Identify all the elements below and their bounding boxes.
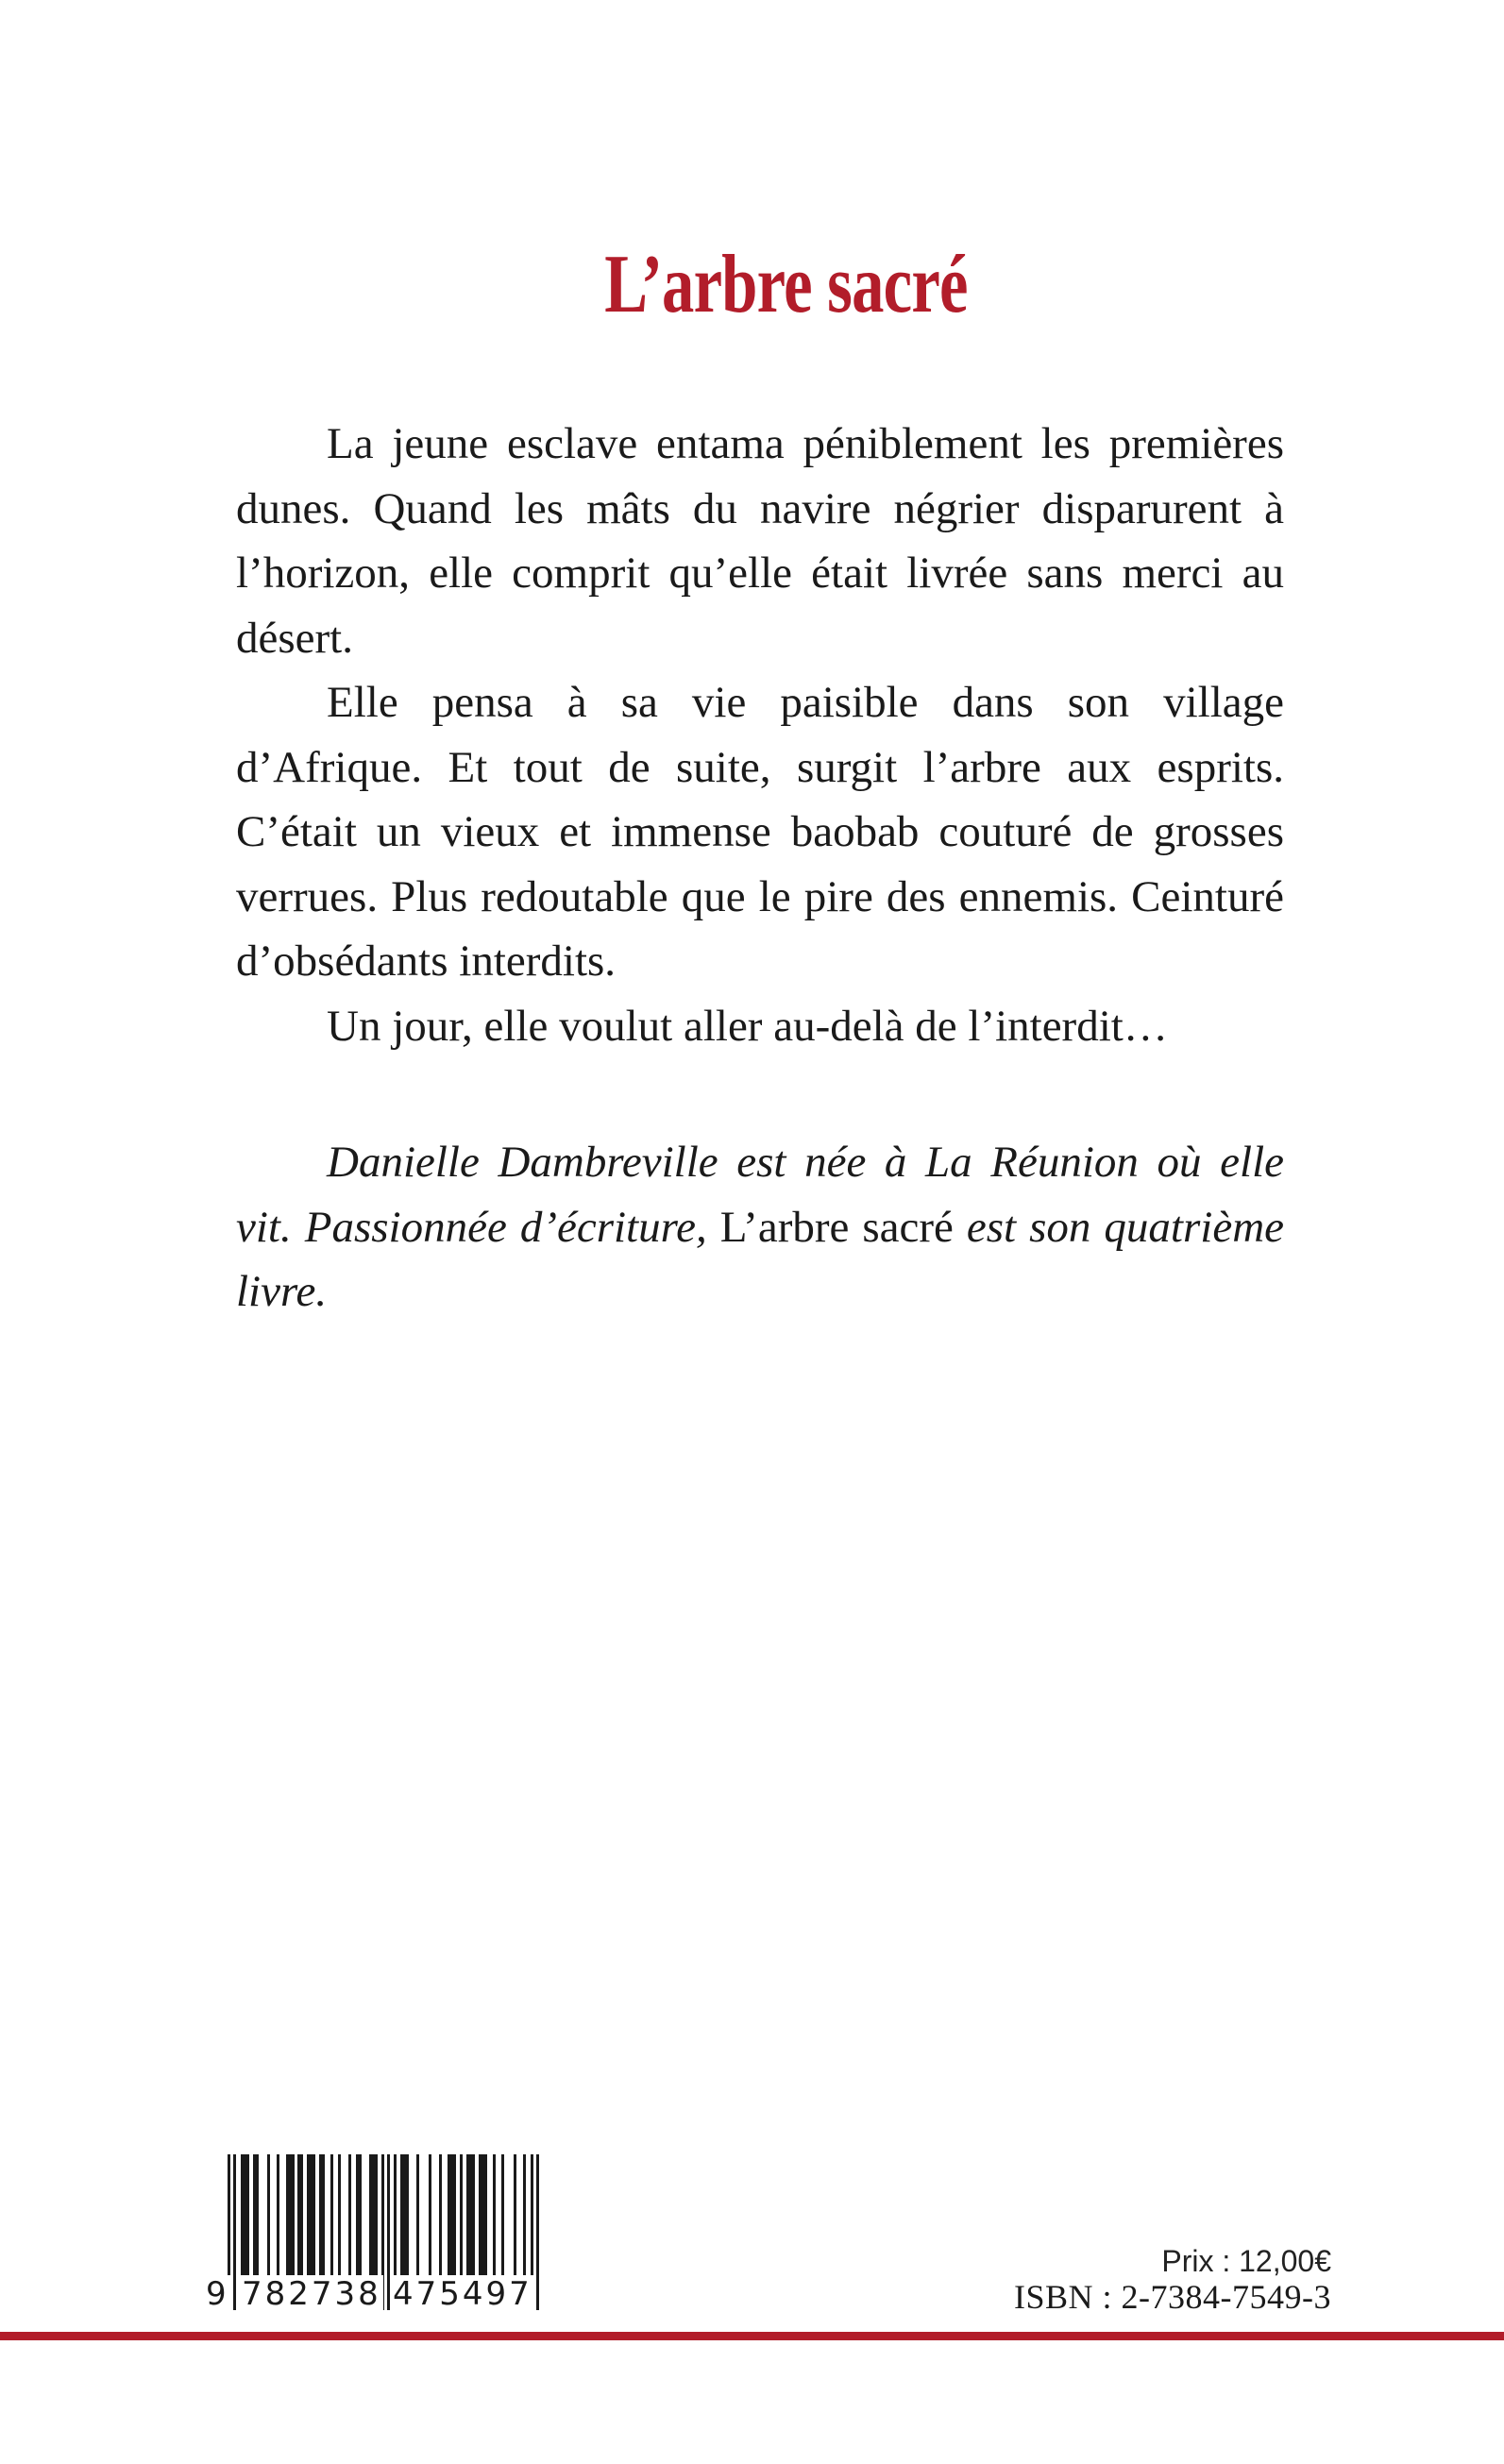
- blurb-paragraph-2: Elle pensa à sa vie paisible dans son village d’Afrique. Et tout de suite, surgit l’arbre aux esprits. C’était un vieux et immense baobab couturé de grosses verrues. Plus redoutable que le pire des ennemis. Ceinturé d’obsédants interdits.: [236, 678, 1284, 986]
- author-bio-paragraph: [236, 1130, 1284, 1325]
- barcode-digits-left: 782738: [242, 2275, 381, 2313]
- blurb-paragraph-3: Un jour, elle voulut aller au-delà de l’interdit…: [327, 1001, 1168, 1051]
- blurb-paragraph-1: La jeune esclave entama péniblement les premières dunes. Quand les mâts du navire négrier disparurent à l’horizon, elle comprit qu’elle était livrée sans merci au désert.: [236, 419, 1284, 663]
- bottom-red-rule: [0, 2332, 1504, 2340]
- author-bio-text-2: est son quatrième livre.: [236, 1202, 1284, 1316]
- barcode-digits-right: 475497: [393, 2275, 532, 2313]
- author-bio-text-1: Danielle Dambreville est née à La Réunion où elle vit. Passionnée d’écriture,: [236, 1138, 1284, 1252]
- barcode-digit-lead: 9: [206, 2275, 229, 2313]
- book-title: L’arbre sacré: [604, 239, 968, 330]
- price-label: Prix : 12,00€: [1161, 2244, 1331, 2278]
- barcode-digits: [204, 2275, 532, 2464]
- blurb: [236, 412, 1284, 1058]
- author-bio: [236, 1130, 1284, 1325]
- author-bio-book-title: L’arbre sacré: [719, 1202, 954, 1252]
- isbn-label: ISBN : 2-7384-7549-3: [1014, 2278, 1331, 2316]
- isbn-barcode: [204, 2152, 563, 2322]
